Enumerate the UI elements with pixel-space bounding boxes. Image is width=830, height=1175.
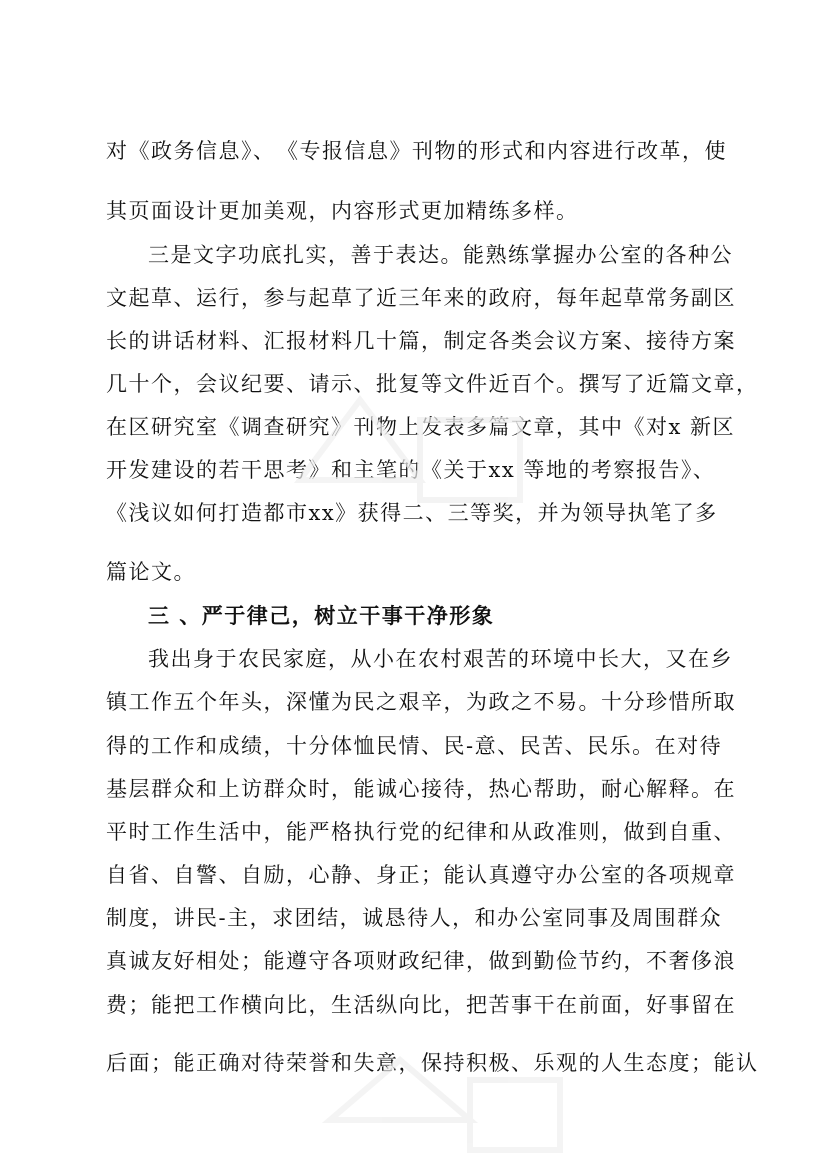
text-line: 文起草、运行，参与起草了近三年来的政府，每年起草常务副区 [106, 286, 736, 310]
text-line: 得的工作和成绩，十分体恤民情、民-意、民苦、民乐。在对待 [106, 734, 723, 758]
text-line: 几十个，会议纪要、请示、批复等文件近百个。撰写了近篇文章， [106, 372, 759, 396]
text-line: 制度，讲民-主，求团结，诚恳待人，和办公室同事及周围群众 [106, 906, 723, 930]
text-line: 对《政务信息》、 《专报信息》刊物的形式和内容进行改革，使 [106, 139, 727, 163]
text-line: 开发建设的若干思考》和主笔的《关于xx 等地的考察报告》、 [106, 458, 716, 482]
text-line: 基层群众和上访群众时，能诚心接待，热心帮助，耐心解释。在 [106, 777, 736, 801]
paragraph-start-line: 我出身于农民家庭，从小在农村艰苦的环境中长大，又在乡 [148, 647, 733, 671]
text-line: 自省、自警、自励，心静、身正；能认真遵守办公室的各项规章 [106, 863, 736, 887]
text-line: 在区研究室《调查研究》刊物上发表多篇文章，其中《对x 新区 [106, 415, 736, 439]
text-line: 后面；能正确对待荣誉和失意，保持积极、乐观的人生态度；能认 [106, 1051, 759, 1075]
text-line: 平时工作生活中，能严格执行党的纪律和从政准则，做到自重、 [106, 820, 736, 844]
text-line: 长的讲话材料、汇报材料几十篇，制定各类会议方案、接待方案 [106, 329, 736, 353]
paragraph-start-line: 三是文字功底扎实，善于表达。能熟练掌握办公室的各种公 [148, 243, 733, 267]
text-line: 真诚友好相处；能遵守各项财政纪律，做到勤俭节约，不奢侈浪 [106, 949, 736, 973]
text-line: 镇工作五个年头，深懂为民之艰辛，为政之不易。十分珍惜所取 [106, 690, 736, 714]
text-line: 《浅议如何打造都市xx》获得二、三等奖，并为领导执笔了多 [106, 501, 718, 525]
text-line: 篇论文。 [106, 560, 196, 584]
section-heading: 三 、严于律己，树立干事干净形象 [148, 603, 495, 628]
text-line: 其页面设计更加美观，内容形式更加精练多样。 [106, 199, 579, 223]
text-line: 费；能把工作横向比，生活纵向比，把苦事干在前面，好事留在 [106, 993, 736, 1017]
